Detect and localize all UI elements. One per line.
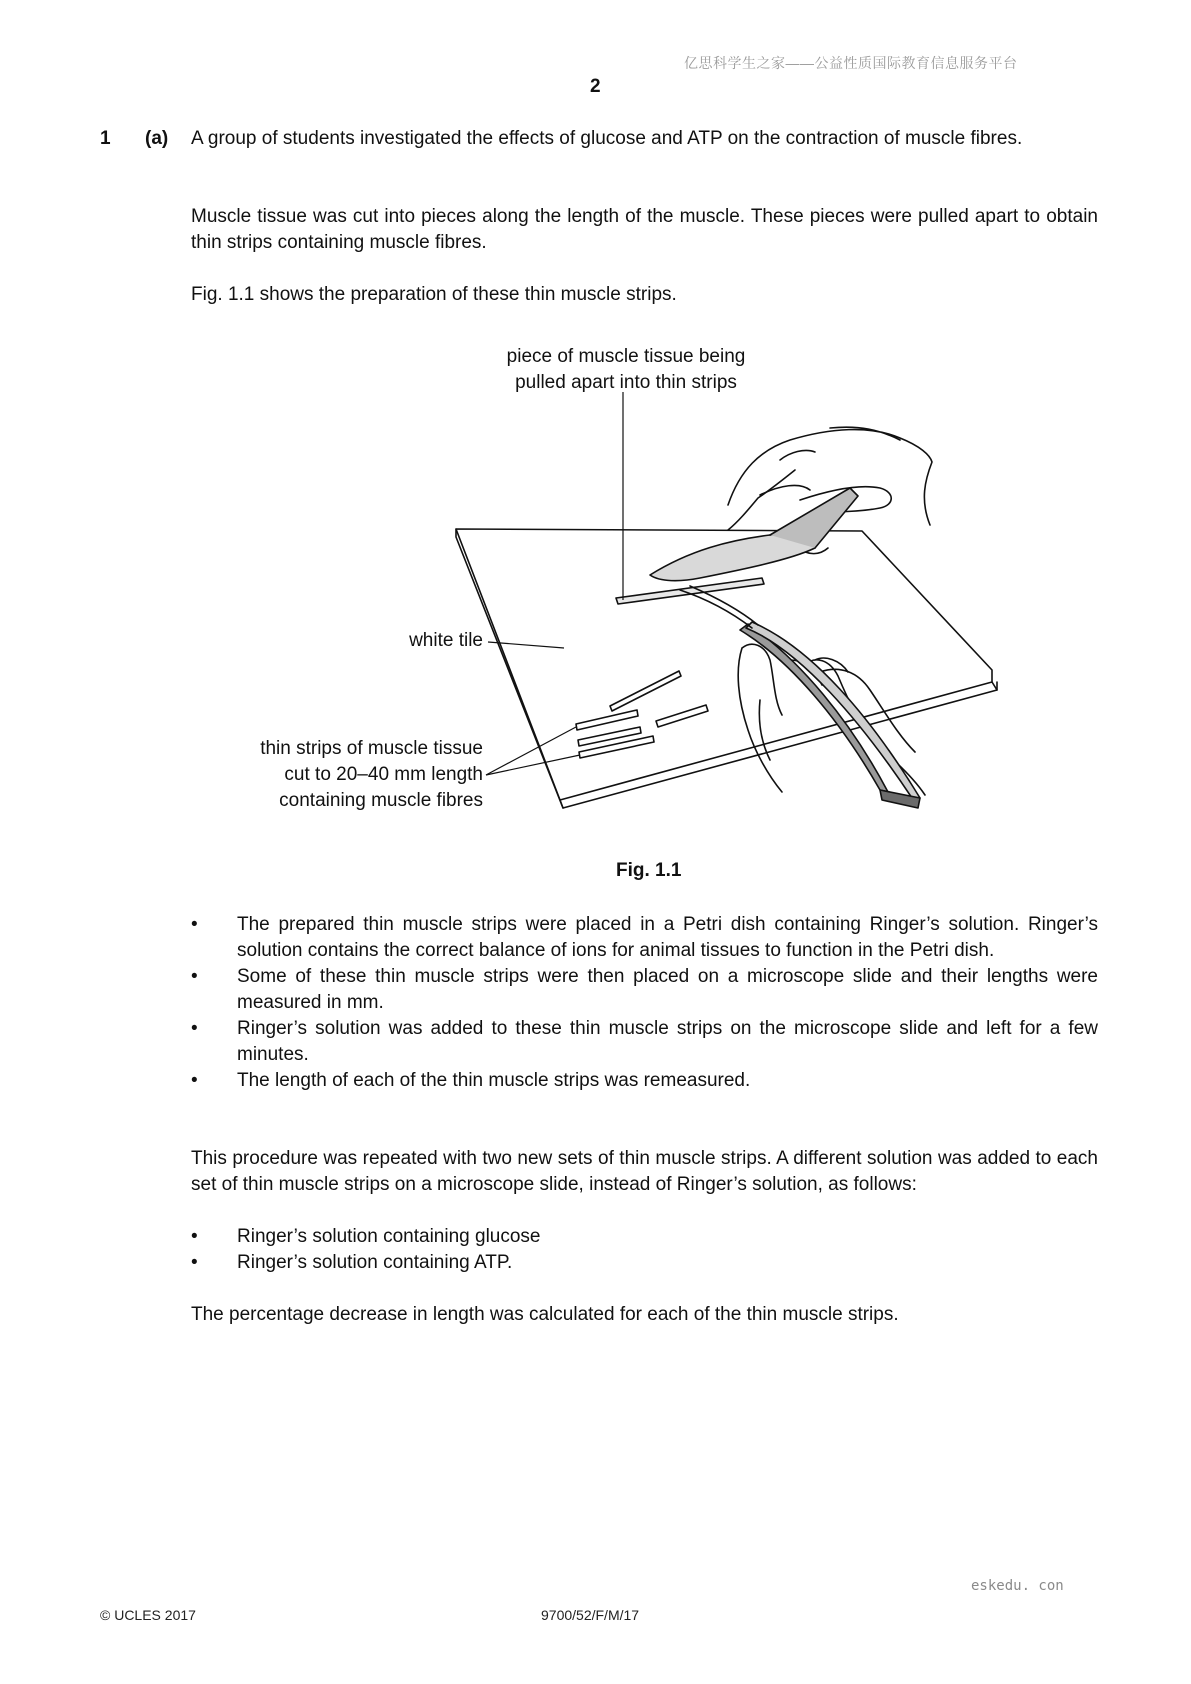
label-piece-line-2: pulled apart into thin strips <box>515 372 737 393</box>
question-number: 1 <box>100 128 111 149</box>
list-item: • Ringer’s solution containing ATP. <box>191 1250 1098 1276</box>
label-strips-line-1: thin strips of muscle tissue <box>260 738 483 759</box>
figure-reference: Fig. 1.1 shows the preparation of these thin muscle strips. <box>191 284 677 305</box>
method-paragraph: Muscle tissue was cut into pieces along the length of the muscle. These pieces were pulled apart to obtain thin strips containing muscle fibres. <box>191 206 1098 253</box>
solutions-list <box>191 1224 1098 1276</box>
bullet-icon: • <box>191 966 198 987</box>
bullet-icon: • <box>191 1018 198 1039</box>
label-piece-line-1: piece of muscle tissue being <box>506 346 746 367</box>
bullet-icon: • <box>191 1070 198 1091</box>
question-intro: A group of students investigated the effects of glucose and ATP on the contraction of muscle fibres. <box>191 128 1023 149</box>
footer-paper-code: 9700/52/F/M/17 <box>541 1607 640 1623</box>
footer-site: eskedu. con <box>971 1578 1064 1594</box>
page-number: 2 <box>590 76 601 97</box>
bullet-icon: • <box>191 1252 198 1273</box>
list-item: • Ringer’s solution containing glucose <box>191 1224 1098 1250</box>
footer-copyright: © UCLES 2017 <box>100 1607 196 1623</box>
list-item: • The prepared thin muscle strips were placed in a Petri dish containing Ringer’s solution. Ringer’s solution contains the correct balance of ions for animal tissues to function in the Petri dish. <box>191 914 1098 961</box>
label-strips-line-2: cut to 20–40 mm length <box>284 764 483 785</box>
procedure-steps-list <box>191 912 1098 1094</box>
header-watermark: 亿思科学生之家——公益性质国际教育信息服务平台 <box>684 55 1018 71</box>
label-piece-of-muscle <box>466 344 786 396</box>
question-part: (a) <box>145 128 169 149</box>
repeat-paragraph: This procedure was repeated with two new sets of thin muscle strips. A different solution was added to each set of thin muscle strips on a microscope slide, instead of Ringer’s solution, as follows: <box>191 1148 1098 1195</box>
bullet-icon: • <box>191 914 198 935</box>
label-thin-strips <box>160 736 483 814</box>
list-item: • Ringer’s solution was added to these thin muscle strips on the microscope slide and left for a few minutes. <box>191 1018 1098 1065</box>
label-white-tile: white tile <box>409 630 483 651</box>
figure-caption: Fig. 1.1 <box>616 860 682 881</box>
label-strips-line-3: containing muscle fibres <box>279 790 483 811</box>
list-item: • The length of each of the thin muscle strips was remeasured. <box>191 1068 1098 1094</box>
bullet-icon: • <box>191 1226 198 1247</box>
list-item: • Some of these thin muscle strips were then placed on a microscope slide and their lengths were measured in mm. <box>191 966 1098 1013</box>
conclusion-paragraph: The percentage decrease in length was calculated for each of the thin muscle strips. <box>191 1304 899 1325</box>
